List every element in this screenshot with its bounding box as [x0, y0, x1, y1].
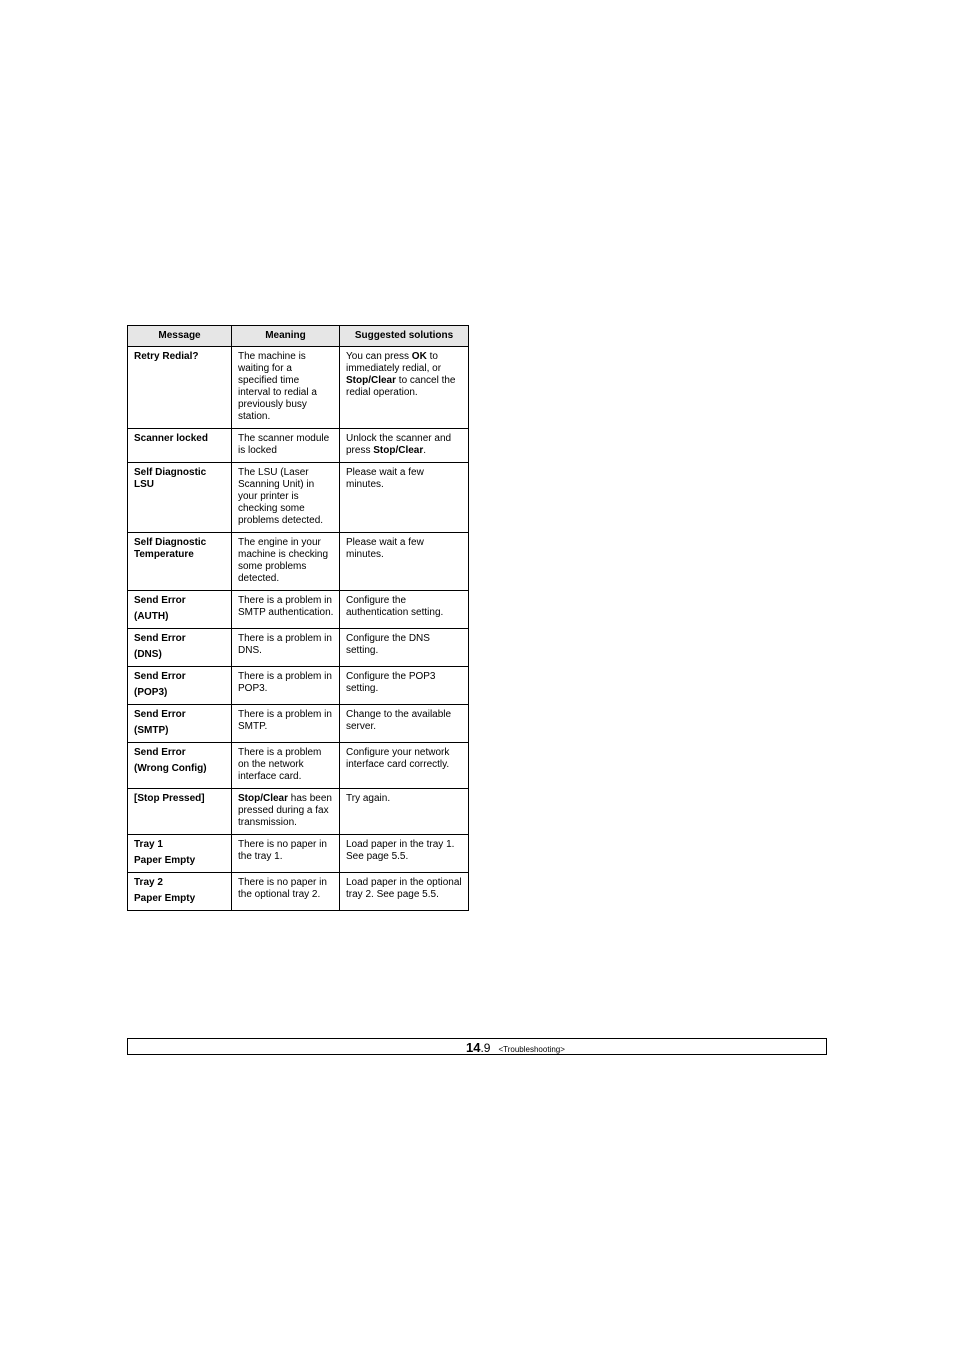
- table-row: [128, 705, 469, 743]
- table-row: [128, 533, 469, 591]
- meaning-text: The engine in your machine is checking some problems detected.: [238, 537, 329, 584]
- meaning-cell: [232, 743, 340, 789]
- solution-cell: [340, 873, 469, 911]
- meaning-text: There is a problem in SMTP authentication.: [238, 595, 334, 618]
- header-meaning: Meaning: [232, 326, 340, 347]
- table-row: [128, 463, 469, 533]
- meaning-text: There is no paper in the optional tray 2.: [238, 877, 327, 900]
- header-row: [128, 326, 469, 347]
- solution-cell: [340, 667, 469, 705]
- message-cell: [128, 667, 232, 705]
- meaning-cell: [232, 347, 340, 429]
- solution-cell: [340, 789, 469, 835]
- table-body: [128, 347, 469, 911]
- message-line: Paper Empty: [134, 893, 196, 904]
- message-line: (Wrong Config): [134, 763, 207, 774]
- table-row: [128, 629, 469, 667]
- meaning-text: The scanner module is locked: [238, 433, 330, 456]
- message-cell: [128, 429, 232, 463]
- message-line: Send Error: [134, 747, 186, 758]
- message-line: (DNS): [134, 649, 162, 660]
- page-footer: [127, 1038, 827, 1055]
- message-line: Send Error: [134, 633, 186, 644]
- meaning-cell: [232, 873, 340, 911]
- solution-text: Configure the DNS setting.: [346, 633, 430, 656]
- header-suggested-solutions: Suggested solutions: [340, 326, 469, 347]
- solution-cell: [340, 429, 469, 463]
- solution-text: Please wait a few minutes.: [346, 537, 424, 560]
- solution-text: Try again.: [346, 793, 391, 804]
- message-line: Paper Empty: [134, 855, 196, 866]
- message-cell: [128, 873, 232, 911]
- solution-text: Unlock the scanner and press: [346, 433, 452, 456]
- solution-text: Load paper in the tray 1. See page 5.5.: [346, 839, 455, 862]
- meaning-text: There is a problem in POP3.: [238, 671, 332, 694]
- message-line: [Stop Pressed]: [134, 793, 205, 804]
- meaning-cell: [232, 533, 340, 591]
- solution-text: Configure your network interface card correctly.: [346, 747, 450, 770]
- meaning-cell: [232, 667, 340, 705]
- meaning-cell: [232, 629, 340, 667]
- solution-text: Change to the available server.: [346, 709, 452, 732]
- chapter-label: <Troubleshooting>: [498, 1045, 565, 1054]
- meaning-cell: [232, 429, 340, 463]
- solution-cell: [340, 629, 469, 667]
- message-line: Send Error: [134, 671, 186, 682]
- table-row: [128, 347, 469, 429]
- solution-text: You can press: [346, 351, 412, 362]
- solution-cell: [340, 591, 469, 629]
- solution-text: to immediately redial, or: [346, 351, 442, 374]
- message-cell: [128, 743, 232, 789]
- header-message: Message: [128, 326, 232, 347]
- solution-cell: [340, 463, 469, 533]
- meaning-cell: [232, 789, 340, 835]
- message-cell: [128, 347, 232, 429]
- meaning-text: There is a problem in DNS.: [238, 633, 332, 656]
- message-cell: [128, 835, 232, 873]
- solution-cell: [340, 533, 469, 591]
- solution-text: to cancel the redial operation.: [346, 375, 456, 398]
- solution-cell: [340, 705, 469, 743]
- table-header: [128, 326, 469, 347]
- message-line: (SMTP): [134, 725, 169, 736]
- message-line: (AUTH): [134, 611, 169, 622]
- solution-cell: [340, 347, 469, 429]
- meaning-cell: [232, 463, 340, 533]
- solution-text: Configure the authentication setting.: [346, 595, 444, 618]
- meaning-cell: [232, 591, 340, 629]
- meaning-text: The machine is waiting for a specified time interval to redial a previously busy station.: [238, 351, 317, 422]
- message-cell: [128, 629, 232, 667]
- meaning-text: The LSU (Laser Scanning Unit) in your printer is checking some problems detected.: [238, 467, 324, 526]
- message-line: Scanner locked: [134, 433, 208, 444]
- table-row: [128, 873, 469, 911]
- message-cell: [128, 789, 232, 835]
- message-line: Send Error: [134, 709, 186, 720]
- table-row: [128, 789, 469, 835]
- meaning-text: Stop/Clear: [238, 793, 289, 804]
- message-cell: [128, 705, 232, 743]
- solution-text: .: [423, 445, 427, 456]
- footer-content: [466, 1039, 565, 1057]
- table-row: [128, 591, 469, 629]
- page-number: 14: [466, 1040, 481, 1055]
- solution-text: OK: [411, 351, 427, 362]
- troubleshooting-table: [127, 325, 469, 911]
- solution-text: Configure the POP3 setting.: [346, 671, 436, 694]
- message-line: Self Diagnostic LSU: [134, 467, 207, 490]
- page-subnumber: .9: [480, 1041, 491, 1055]
- message-line: Send Error: [134, 595, 186, 606]
- solution-text: Stop/Clear: [346, 375, 397, 386]
- message-line: Tray 1: [134, 839, 163, 850]
- table-row: [128, 743, 469, 789]
- message-line: (POP3): [134, 687, 168, 698]
- meaning-cell: [232, 835, 340, 873]
- solution-text: Please wait a few minutes.: [346, 467, 424, 490]
- meaning-text: There is a problem on the network interface card.: [238, 747, 322, 782]
- message-line: Retry Redial?: [134, 351, 199, 362]
- message-line: Self Diagnostic Temperature: [134, 537, 207, 560]
- table-row: [128, 667, 469, 705]
- solution-cell: [340, 835, 469, 873]
- meaning-cell: [232, 705, 340, 743]
- message-cell: [128, 463, 232, 533]
- meaning-text: There is a problem in SMTP.: [238, 709, 332, 732]
- table-row: [128, 429, 469, 463]
- message-cell: [128, 591, 232, 629]
- meaning-text: There is no paper in the tray 1.: [238, 839, 327, 862]
- table-row: [128, 835, 469, 873]
- message-line: Tray 2: [134, 877, 163, 888]
- solution-text: Load paper in the optional tray 2. See page 5.5.: [346, 877, 462, 900]
- message-cell: [128, 533, 232, 591]
- solution-text: Stop/Clear: [373, 445, 424, 456]
- solution-cell: [340, 743, 469, 789]
- meaning-text: has been pressed during a fax transmission.: [238, 793, 332, 828]
